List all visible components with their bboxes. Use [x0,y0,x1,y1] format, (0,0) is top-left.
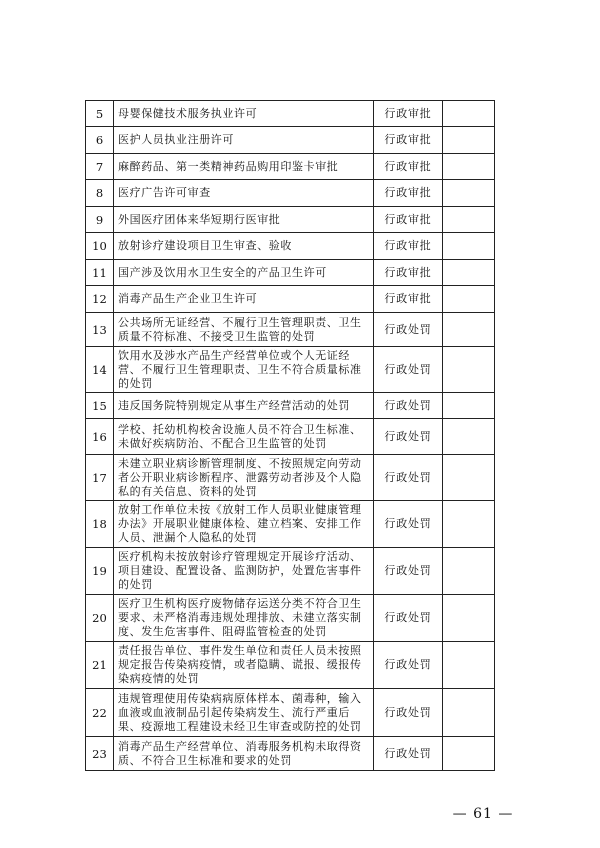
remarks-cell [443,501,495,548]
item-name: 医疗卫生机构医疗废物储存运送分类不符合卫生要求、未严格消毒违规处理排放、未建立落实制度、发生危害事件、阻碍监管检查的处罚 [114,595,374,642]
item-name: 医疗广告许可审查 [114,180,374,207]
item-type: 行政处罚 [374,393,443,419]
row-number: 11 [86,260,114,286]
table-row [86,286,495,313]
table-row [86,642,495,689]
table-row [86,737,495,771]
remarks-cell [443,737,495,771]
item-type: 行政审批 [374,154,443,180]
item-name: 违规管理使用传染病病原体样本、菌毒种，输入血液或血液制品引起传染病发生、流行严重后果、疫源地工程建设未经卫生审查或防控的处罚 [114,689,374,737]
remarks-cell [443,595,495,642]
remarks-cell [443,233,495,260]
table-row [86,548,495,595]
remarks-cell [443,286,495,313]
item-type: 行政审批 [374,286,443,313]
row-number: 6 [86,127,114,154]
table-row [86,127,495,154]
table-row [86,419,495,455]
row-number: 22 [86,689,114,737]
remarks-cell [443,313,495,347]
remarks-cell [443,180,495,207]
row-number: 5 [86,101,114,127]
remarks-cell [443,154,495,180]
remarks-cell [443,548,495,595]
remarks-cell [443,101,495,127]
row-number: 14 [86,347,114,393]
item-type: 行政处罚 [374,737,443,771]
remarks-cell [443,127,495,154]
item-name: 未建立职业病诊断管理制度、不按照规定向劳动者公开职业病诊断程序、泄露劳动者涉及个人隐私的有关信息、资料的处罚 [114,455,374,501]
table-row [86,101,495,127]
item-name: 医护人员执业注册许可 [114,127,374,154]
remarks-cell [443,455,495,501]
item-type: 行政处罚 [374,313,443,347]
row-number: 15 [86,393,114,419]
item-type: 行政处罚 [374,455,443,501]
table-row [86,260,495,286]
remarks-cell [443,260,495,286]
row-number: 8 [86,180,114,207]
item-type: 行政处罚 [374,595,443,642]
item-type: 行政审批 [374,260,443,286]
item-type: 行政审批 [374,127,443,154]
row-number: 21 [86,642,114,689]
remarks-cell [443,347,495,393]
item-type: 行政处罚 [374,689,443,737]
items-table [85,100,495,771]
table-row [86,233,495,260]
table-row [86,501,495,548]
remarks-cell [443,207,495,233]
row-number: 13 [86,313,114,347]
row-number: 18 [86,501,114,548]
item-name: 医疗机构未按放射诊疗管理规定开展诊疗活动、项目建设、配置设备、监测防护，处置危害事件的处罚 [114,548,374,595]
row-number: 20 [86,595,114,642]
item-name: 放射诊疗建设项目卫生审查、验收 [114,233,374,260]
item-name: 公共场所无证经营、不履行卫生管理职责、卫生质量不符标准、不接受卫生监管的处罚 [114,313,374,347]
item-type: 行政处罚 [374,642,443,689]
remarks-cell [443,393,495,419]
remarks-cell [443,689,495,737]
remarks-cell [443,419,495,455]
row-number: 23 [86,737,114,771]
row-number: 10 [86,233,114,260]
item-name: 放射工作单位未按《放射工作人员职业健康管理办法》开展职业健康体检、建立档案、安排工作人员、泄漏个人隐私的处罚 [114,501,374,548]
table-row [86,393,495,419]
row-number: 19 [86,548,114,595]
table-row [86,347,495,393]
table-row [86,455,495,501]
table-body [86,101,495,771]
row-number: 12 [86,286,114,313]
item-type: 行政审批 [374,233,443,260]
page-number: — 61 — [452,806,514,822]
item-name: 麻醉药品、第一类精神药品购用印鉴卡审批 [114,154,374,180]
item-type: 行政处罚 [374,501,443,548]
item-name: 学校、托幼机构校舍设施人员不符合卫生标准、未做好疾病防治、不配合卫生监管的处罚 [114,419,374,455]
item-name: 责任报告单位、事件发生单位和责任人员未按照规定报告传染病疫情，或者隐瞒、谎报、缓报传染病疫情的处罚 [114,642,374,689]
table-row [86,207,495,233]
item-type: 行政审批 [374,180,443,207]
row-number: 7 [86,154,114,180]
row-number: 17 [86,455,114,501]
item-name: 消毒产品生产经营单位、消毒服务机构未取得资质、不符合卫生标准和要求的处罚 [114,737,374,771]
item-name: 母婴保健技术服务执业许可 [114,101,374,127]
row-number: 16 [86,419,114,455]
table-row [86,595,495,642]
item-name: 消毒产品生产企业卫生许可 [114,286,374,313]
table-row [86,180,495,207]
table-row [86,154,495,180]
row-number: 9 [86,207,114,233]
item-type: 行政审批 [374,101,443,127]
item-type: 行政处罚 [374,419,443,455]
item-type: 行政处罚 [374,347,443,393]
item-name: 饮用水及涉水产品生产经营单位或个人无证经营、不履行卫生管理职责、卫生不符合质量标准的处罚 [114,347,374,393]
item-type: 行政处罚 [374,548,443,595]
table-row [86,313,495,347]
item-type: 行政审批 [374,207,443,233]
remarks-cell [443,642,495,689]
item-name: 违反国务院特别规定从事生产经营活动的处罚 [114,393,374,419]
item-name: 国产涉及饮用水卫生安全的产品卫生许可 [114,260,374,286]
table-row [86,689,495,737]
item-name: 外国医疗团体来华短期行医审批 [114,207,374,233]
